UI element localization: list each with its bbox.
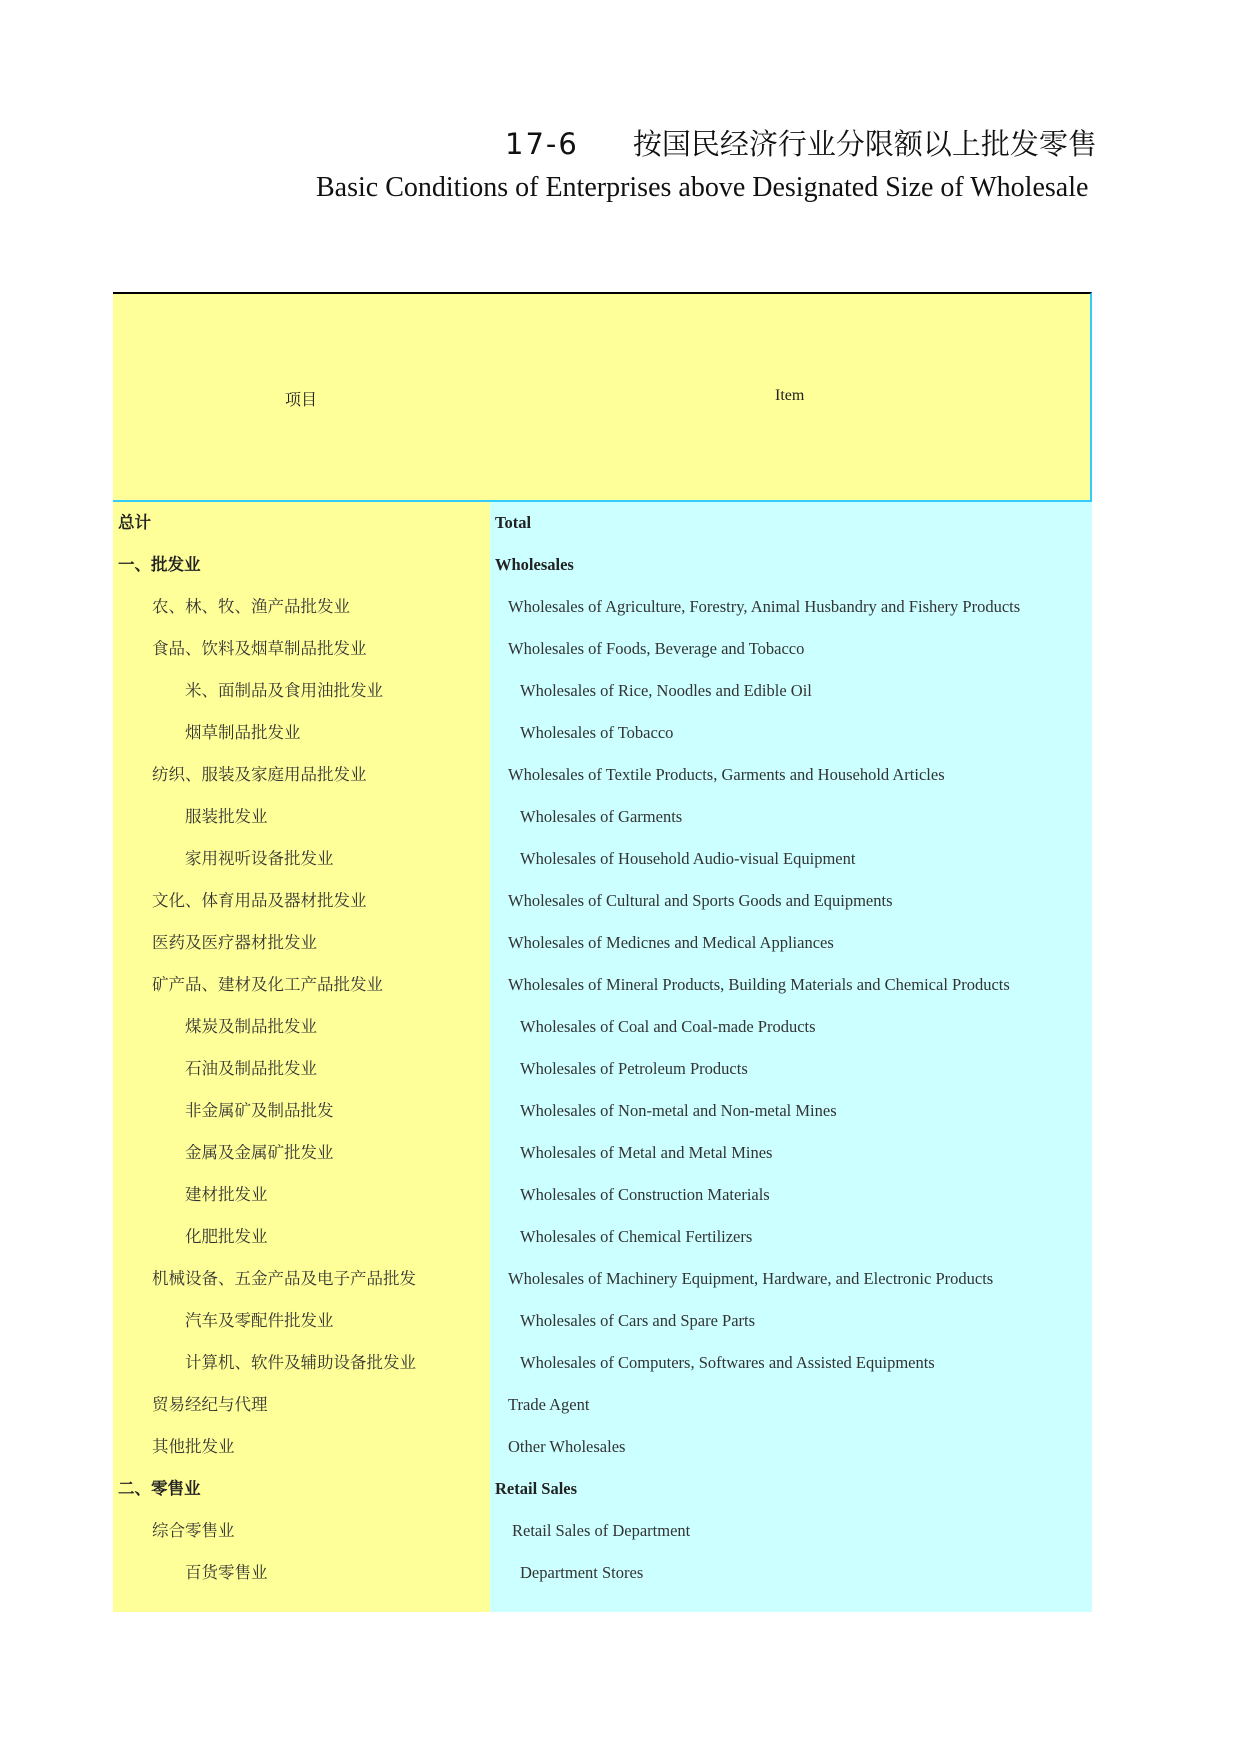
row-label-en: Wholesales of Textile Products, Garments and Household Articles: [508, 765, 945, 784]
row-label-en: Wholesales of Non-metal and Non-metal Mines: [520, 1101, 837, 1120]
table-row: [113, 670, 1092, 712]
row-label-cn: 矿产品、建材及化工产品批发业: [152, 975, 383, 994]
row-label-cn: 二、零售业: [118, 1479, 201, 1498]
row-label-cn: 百货零售业: [185, 1563, 268, 1582]
row-label-en: Wholesales of Tobacco: [520, 723, 674, 742]
table-row: [113, 796, 1092, 838]
row-label-en: Wholesales of Rice, Noodles and Edible Oil: [520, 681, 812, 700]
table-row: [113, 880, 1092, 922]
row-label-en: Retail Sales of Department: [512, 1521, 691, 1540]
table-row: [113, 838, 1092, 880]
table-row: [113, 502, 1092, 544]
row-label-en: Wholesales of Petroleum Products: [520, 1059, 748, 1078]
header-item-english: Item: [775, 387, 805, 404]
title-chinese-text: 按国民经济行业分限额以上批发零售: [632, 127, 1097, 161]
row-label-en: Wholesales of Machinery Equipment, Hardware, and Electronic Products: [508, 1269, 994, 1288]
row-label-cn: 煤炭及制品批发业: [185, 1017, 317, 1036]
table-row: [113, 1216, 1092, 1258]
table-row: [113, 922, 1092, 964]
row-label-en: Wholesales of Cars and Spare Parts: [520, 1311, 756, 1330]
row-label-en: Other Wholesales: [508, 1437, 626, 1456]
table-row: [113, 1342, 1092, 1384]
row-label-cn: 计算机、软件及辅助设备批发业: [185, 1353, 416, 1372]
table-row: [113, 1384, 1092, 1426]
row-label-cn: 金属及金属矿批发业: [185, 1143, 334, 1162]
table-row: [113, 1048, 1092, 1090]
table-header: [113, 292, 1092, 502]
table-row: [113, 1258, 1092, 1300]
row-label-cn: 文化、体育用品及器材批发业: [152, 891, 367, 910]
row-label-cn: 服装批发业: [185, 807, 268, 826]
row-label-cn: 机械设备、五金产品及电子产品批发: [152, 1269, 416, 1288]
table-row: [113, 712, 1092, 754]
row-label-en: Retail Sales: [495, 1479, 578, 1498]
title-block: [0, 0, 1097, 220]
table-row: [113, 1510, 1092, 1552]
row-label-cn: 非金属矿及制品批发: [185, 1101, 334, 1120]
row-label-en: Wholesales of Cultural and Sports Goods and Equipments: [508, 891, 893, 910]
row-label-en: Department Stores: [520, 1563, 644, 1582]
row-label-en: Wholesales of Foods, Beverage and Tobacco: [508, 639, 805, 658]
table-row: [113, 1174, 1092, 1216]
row-label-cn: 农、林、牧、渔产品批发业: [152, 597, 350, 616]
table-title-chinese: [505, 126, 1097, 163]
table-row: [113, 1426, 1092, 1468]
row-label-en: Wholesales of Household Audio-visual Equipment: [520, 849, 856, 868]
row-label-en: Total: [495, 513, 532, 532]
table-row: [113, 544, 1092, 586]
row-label-en: Wholesales of Construction Materials: [520, 1185, 770, 1204]
row-label-cn: 综合零售业: [152, 1521, 235, 1540]
row-label-en: Wholesales of Computers, Softwares and Assisted Equipments: [520, 1353, 935, 1372]
table-row: [113, 964, 1092, 1006]
table-row: [113, 1006, 1092, 1048]
table-row: [113, 1552, 1092, 1594]
row-label-cn: 家用视听设备批发业: [185, 849, 334, 868]
row-label-cn: 纺织、服装及家庭用品批发业: [152, 765, 367, 784]
row-label-en: Wholesales of Garments: [520, 807, 683, 826]
row-label-en: Wholesales of Metal and Metal Mines: [520, 1143, 773, 1162]
row-label-en: Wholesales: [495, 555, 574, 574]
row-label-cn: 化肥批发业: [185, 1227, 268, 1246]
table-title-english: Basic Conditions of Enterprises above Designated Size of Wholesale: [316, 172, 1089, 203]
row-label-en: Trade Agent: [508, 1395, 590, 1414]
row-label-cn: 汽车及零配件批发业: [185, 1311, 334, 1330]
table-number: 17-6: [505, 127, 579, 161]
row-label-en: Wholesales of Coal and Coal-made Products: [520, 1017, 816, 1036]
row-label-cn: 石油及制品批发业: [185, 1059, 317, 1078]
table-row: [113, 1132, 1092, 1174]
row-label-en: Wholesales of Medicnes and Medical Appliances: [508, 933, 834, 952]
row-label-cn: 贸易经纪与代理: [152, 1395, 268, 1414]
row-label-en: Wholesales of Chemical Fertilizers: [520, 1227, 753, 1246]
row-label-en: Wholesales of Agriculture, Forestry, Animal Husbandry and Fishery Products: [508, 597, 1021, 616]
row-label-cn: 烟草制品批发业: [185, 723, 301, 742]
row-label-cn: 食品、饮料及烟草制品批发业: [152, 639, 367, 658]
header-item-chinese: 项目: [285, 392, 318, 409]
table-row: [113, 754, 1092, 796]
row-label-cn: 一、批发业: [118, 555, 201, 574]
table-row: [113, 1090, 1092, 1132]
row-label-en: Wholesales of Mineral Products, Building Materials and Chemical Products: [508, 975, 1010, 994]
row-label-cn: 总计: [118, 513, 151, 532]
table-row: [113, 1300, 1092, 1342]
row-label-cn: 建材批发业: [185, 1185, 268, 1204]
row-label-cn: 医药及医疗器材批发业: [152, 933, 317, 952]
row-label-cn: 米、面制品及食用油批发业: [185, 681, 383, 700]
row-label-cn: 其他批发业: [152, 1437, 235, 1456]
table-row: [113, 628, 1092, 670]
table-row: [113, 586, 1092, 628]
table-row: [113, 1468, 1092, 1510]
